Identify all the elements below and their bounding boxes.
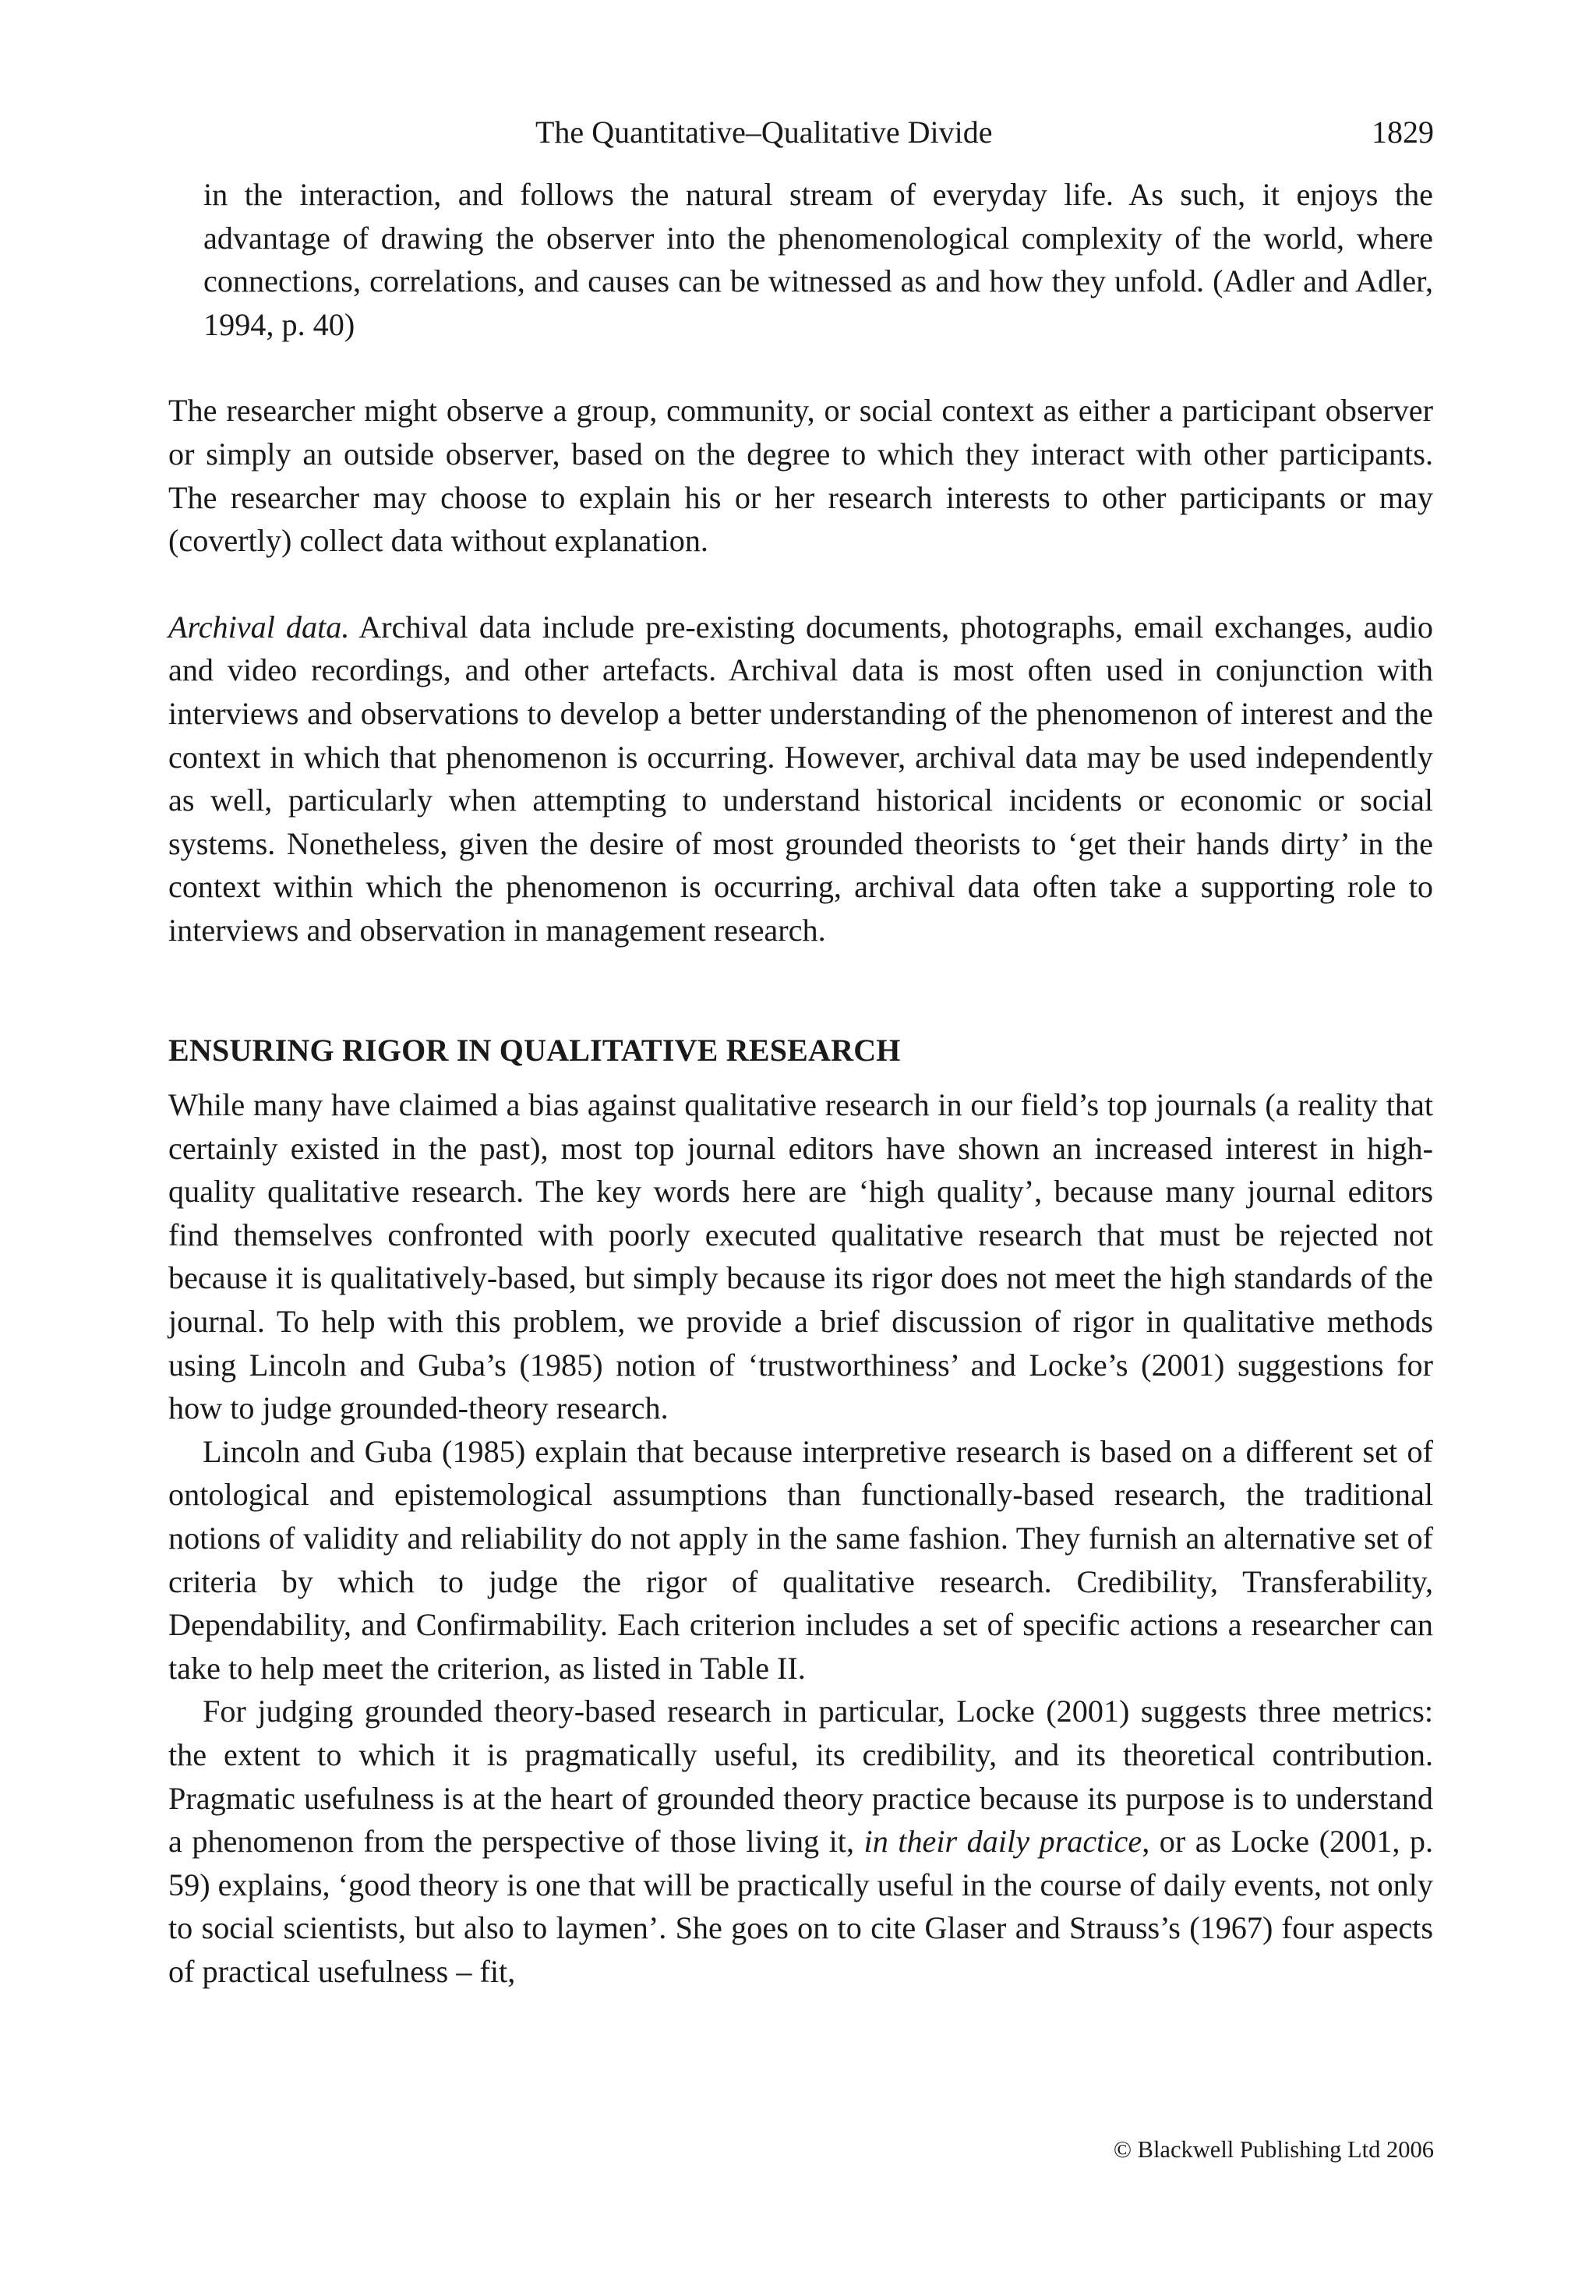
archival-data-paragraph [168,606,1433,952]
rigor-paragraph-3-emphasis: in their daily practice [863,1824,1142,1860]
running-title: The Quantitative–Qualitative Divide [535,115,993,150]
observer-paragraph: The researcher might observe a group, community, or social context as either a participant observer or simply an outside observer, based on the degree to which they interact with other participants. The researcher may choose to explain his or her research interests to other participants or may (covertly) collect data without explanation. [168,393,1433,559]
block-quote: in the interaction, and follows the natural stream of everyday life. As such, it enjoys the advantage of drawing the observer into the phenomenological complexity of the world, where connections, correlations, and causes can be witnessed as and how they unfold. (Adler and Adler, 1994, p. 40) [203,177,1433,342]
rigor-paragraph-2: Lincoln and Guba (1985) explain that because interpretive research is based on a different set of ontological and epistemological assumptions than functionally-based research, the traditional notions of validity and reliability do not apply in the same fashion. They furnish an alternative set of criteria by which to judge the rigor of qualitative research. Credibility, Transferability, Dependability, and Confirmability. Each criterion includes a set of specific actions a researcher can take to help meet the criterion, as listed in Table II. [168,1433,1433,1686]
body-text [168,173,1433,1994]
rigor-paragraph-3 [168,1690,1433,1993]
page-number: 1829 [1372,115,1434,150]
copyright-footer: © Blackwell Publishing Ltd 2006 [1113,2136,1434,2163]
rigor-paragraph-3-start: For judging grounded theory-based research in particular, Locke (2001) suggests three metrics: the extent to which it is pragmatically useful, its credibility, and its theoretical contribution. Pragmatic usefulness is at the heart of grounded theory practice because its purpose is to understand a phenomenon from the perspective of those living it, [168,1694,1433,1860]
running-head [168,109,1434,156]
archival-data-label: Archival data. [168,609,350,645]
section-heading: ENSURING RIGOR IN QUALITATIVE RESEARCH [168,1032,901,1068]
rigor-paragraph-3-end: , or as Locke (2001, p. 59) explains, ‘good theory is one that will be practically useful in the course of daily events, not only to social scientists, but also to laymen’. She goes on to cite Glaser and Strauss’s (1967) four aspects of practical usefulness – fit, [168,1824,1434,1989]
rigor-paragraph-1: While many have claimed a bias against qualitative research in our field’s top journals (a reality that certainly existed in the past), most top journal editors have shown an increased interest in high-quality qualitative research. The key words here are ‘high quality’, because many journal editors find themselves confronted with poorly executed qualitative research that must be rejected not because it is qualitatively-based, but simply because its rigor does not meet the high standards of the journal. To help with this problem, we provide a brief discussion of rigor in qualitative methods using Lincoln and Guba’s (1985) notion of ‘trustworthiness’ and Locke’s (2001) suggestions for how to judge grounded-theory research. [168,1087,1433,1426]
archival-data-text: Archival data include pre-existing documents, photographs, email exchanges, audio and video recordings, and other artefacts. Archival data is most often used in conjunction with interviews and observations to develop a better understanding of the phenomenon of interest and the context in which that phenomenon is occurring. However, archival data may be used independently as well, particularly when attempting to understand historical incidents or economic or social systems. Nonetheless, given the desire of most grounded theorists to ‘get their hands dirty’ in the context within which the phenomenon is occurring, archival data often take a supporting role to interviews and observation in management research. [168,609,1433,948]
